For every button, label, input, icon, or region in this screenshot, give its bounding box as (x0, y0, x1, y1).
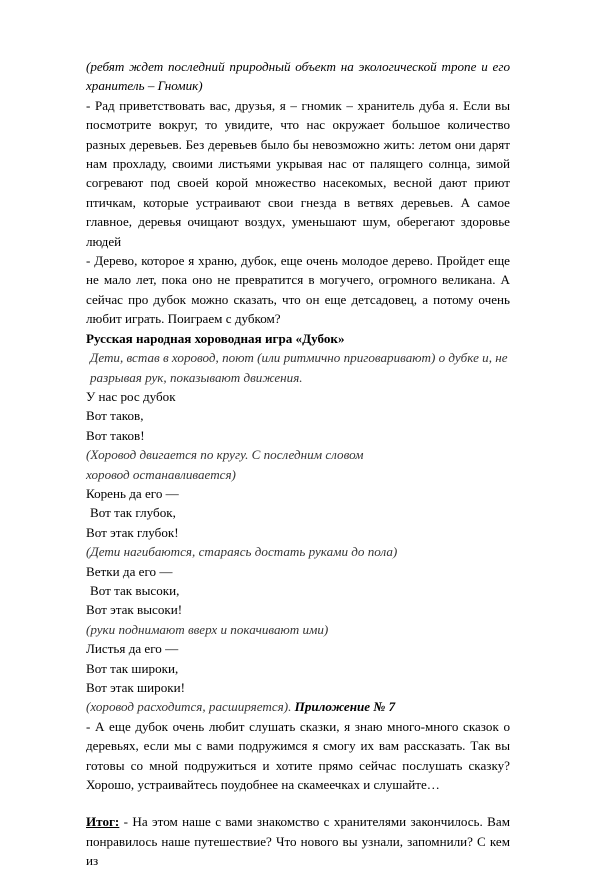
stage-direction: (Хоровод двигается по кругу. С последним словом хоровод останавливается) (86, 447, 364, 482)
game-instruction: Дети, встав в хоровод, поют (или ритмично приговаривают) о дубке и, не разрывая рук, показывают движения. (90, 350, 508, 385)
summary-label: Итог: (86, 814, 120, 830)
song-line: Вот этак глубок! (86, 524, 179, 540)
game-title: Русская народная хороводная игра «Дубок» (86, 330, 345, 346)
song-line: У нас рос дубок (86, 388, 176, 404)
gnome-speech-3: - А еще дубок очень любит слушать сказки, я знаю много-много сказок о деревьях, если мы с вами подружимся я смогу их вам рассказать. Так вы готовы со мной подружиться и хотите прямо сейчас послушать сказку? Хорошо, устраивайтесь поудобнее на скамеечках и слушайте… (86, 718, 510, 793)
song-line: Вот этак высоки! (86, 602, 183, 618)
song-line: Вот так глубок, (90, 505, 176, 521)
song-line: Корень да его — (86, 485, 179, 501)
song-line: Вот таков, (86, 408, 144, 424)
appendix-reference: Приложение № 7 (294, 699, 396, 715)
spacer (86, 794, 510, 812)
document-body (86, 57, 510, 871)
song-line: Ветки да его — (86, 563, 173, 579)
stage-direction-with-appendix (86, 697, 510, 716)
song-line: Вот таков! (86, 427, 145, 443)
stage-direction: (Дети нагибаются, стараясь достать руками до пола) (86, 544, 398, 560)
song-line: Вот этак широки! (86, 680, 185, 695)
song-line: Листья да его — (86, 641, 179, 657)
intro-note: (ребят ждет последний природный объект на экологической тропе и его хранитель – Гномик) (86, 59, 510, 94)
gnome-speech-1: - Рад приветствовать вас, друзья, я – гномик – хранитель дуба я. Если вы посмотрите вокруг, то увидите, что нас окружает большое количество разных деревьев. Без деревьев было бы невозможно жить: летом они дарят нам прохладу, своими листьями укрывая нас от палящего солнца, зимой согревают под своей корой множество насекомых, весной дают приют птичкам, которые устраивают свои гнезда в ветвях деревьев. А самое главное, деревья очищают воздух, уменьшают шум, оберегают здоровье людей (86, 97, 510, 249)
stage-direction: (хоровод расходится, расширяется). (86, 699, 292, 715)
song-line: Вот так высоки, (90, 582, 180, 598)
stage-direction: (руки поднимают вверх и покачивают ими) (86, 621, 329, 637)
summary-text: - На этом наше с вами знакомство с хранителями закончилось. Вам понравилось наше путешествие? Что нового вы узнали, запомнили? С кем из (86, 814, 510, 869)
gnome-speech-2: - Дерево, которое я храню, дубок, еще очень молодое дерево. Пройдет еще не мало лет, пока оно не превратится в могучего, огромного великана. А сейчас про дубок можно сказать, что он еще детсадовец, а потому очень любит играть. Поиграем с дубком? (86, 253, 510, 327)
song-line: Вот так широки, (86, 660, 179, 676)
